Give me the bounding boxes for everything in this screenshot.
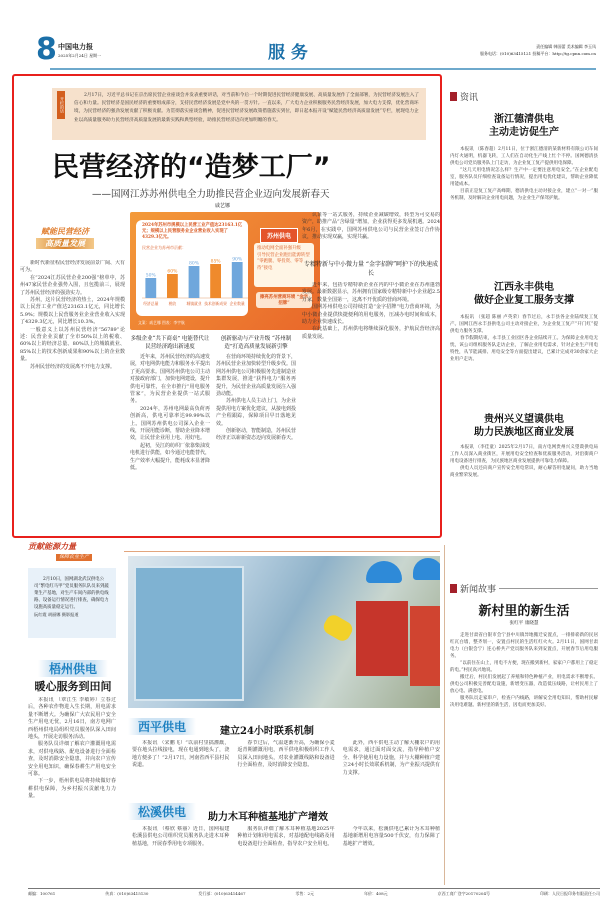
paragraph: 苏州民营经济的发展离不开电力支撑。 bbox=[30, 363, 116, 370]
section-icon bbox=[450, 92, 457, 101]
worker-vest bbox=[410, 606, 440, 686]
multimeter bbox=[321, 612, 355, 643]
paragraph: 一般意义上以苏州民营经济“56789”论述：民营企业贡献了全市50%以上的税收、60%以上的经济总量、80%以上的城镇就业、85%以上的技术创新成果和90%以上的企业数量。 bbox=[20, 326, 125, 363]
headline-line: 主动走访促生产 bbox=[489, 127, 559, 138]
chart-title: 民营企业为苏州市贡献： bbox=[142, 245, 186, 250]
headline-line: 做好企业复工服务支撑 bbox=[474, 295, 574, 306]
paragraph: 本报讯 （蔡欣 蔡丽）近日，国网福建松溪县供电公司组织党员服务队走进木耳种植基地，开展春季用电专项服务。 bbox=[132, 826, 230, 847]
paragraph: “以前住在山上，用电不方便，现在搬到新村，家家户户都用上了稳定的电。”村民高兴地说。 bbox=[450, 661, 598, 673]
section-rule bbox=[499, 588, 598, 589]
article-column-2 bbox=[130, 335, 210, 530]
infographic-credit: 文案：戚艺娜 图表：李宇航 bbox=[138, 320, 185, 325]
column-logo bbox=[30, 226, 100, 250]
tag-xiping: 西平供电 bbox=[128, 718, 196, 735]
paragraph: 国网苏州供电公司持续打造“金字招牌”电力营商环境，为中小微企业提供快捷便利的用电服务，压减办电时间和成本，助力企业快速成长。 bbox=[302, 304, 440, 326]
headline-story: 新村里的新生活 bbox=[478, 604, 570, 619]
category-label: 税收 bbox=[168, 301, 177, 306]
worker-helmet bbox=[366, 561, 402, 583]
paragraph: 供电人员还向商户宣传安全用电常识，耐心解答用电疑问，助力当地商业繁荣发展。 bbox=[450, 466, 598, 478]
bar bbox=[210, 264, 221, 298]
article-deqing bbox=[450, 146, 598, 264]
paragraph: 苏州，这片民营经济的热土，2024年规模以上民营工业产值达23163.1亿元，同比增长5.9%；规模以上民营服务业企业营业收入实现了4329.3亿元，同比增长10.3%。 bbox=[20, 297, 125, 326]
paragraph: 本报讯 （陈春超）2月11日，位于浙江德清的某新材料有限公司车间内灯火通明，机器飞转，工人们在自动化生产线上忙个不停。国网德清县供电公司党员服务队上门走访，为企业复工复产提供用电保障。 bbox=[450, 147, 598, 166]
paragraph: 本报讯 （张超 陈丽 卢英荣）春节过后，永丰县各企业陆续复工复产。国网江西永丰县供电公司主动对接企业，为企业复工复产“开门红”提供电力服务支撑。 bbox=[450, 315, 598, 334]
date: 2025年2月24日 bbox=[58, 53, 88, 58]
section-news bbox=[450, 90, 478, 103]
photo-caption: 2月10日，国网湖北武汉供电公司“繁电红马甲”党员服务队队员来到蔬菜生产基地，对生产车间内部的供电线路、设备运行情况进行排查，确保电力设施高质量稳定运行。 bbox=[34, 577, 109, 610]
banner-rule bbox=[124, 551, 440, 552]
bullet-item: 引导民营企业跑出能源转型 bbox=[257, 252, 310, 258]
headline-line: 江西永丰供电 bbox=[494, 282, 554, 293]
paragraph: 今年以来，松溪供电已累计为木耳种植基地新增用电容量500千伏安，有力保障了基地扩产增效。 bbox=[342, 826, 440, 847]
article-column-3 bbox=[216, 335, 296, 530]
section-label: 资讯 bbox=[460, 93, 479, 103]
data-label: 60% bbox=[167, 269, 178, 275]
paragraph: 服务队员详细了解农户灌溉用电需求，对供电线路、配电设备进行全面检查，及时消除安全隐患，并向农户宣传安全用电知识，确保春耕生产用电安全可靠。 bbox=[28, 741, 116, 778]
headline-wuzhou: 暖心服务到田间 bbox=[34, 680, 112, 693]
intro-box bbox=[52, 88, 426, 140]
badge-supply: 苏州供电 bbox=[260, 228, 298, 243]
headline-deqing bbox=[450, 113, 598, 139]
article-column-5 bbox=[302, 282, 440, 532]
paragraph: 近年来，苏州民营经济的高速发展，对电网供电能力和服务水平提出了更高要求。国网苏州供电公司主动对接政府部门，加快电网建设，提升供电可靠性，在全市推行“用电服务管家”，为民营企业提供一站式服务。 bbox=[130, 354, 210, 405]
headline-line: 浙江德清供电 bbox=[494, 114, 554, 125]
news-photo bbox=[128, 556, 440, 708]
paragraph: 起初，吴江的纺织厂依靠柴油发电机进行供能，如今通过电能替代，生产效率大幅提升，能耗成本显著降低。 bbox=[130, 442, 210, 472]
headline-line: 助力民族地区商业发展 bbox=[474, 427, 574, 438]
headline: 民营经济的“造梦工厂” bbox=[52, 152, 331, 183]
paragraph: 下一步，梧州供电局将持续做好春耕供电保障，为乡村振兴贡献电力力量。 bbox=[28, 778, 116, 800]
category-label: 企业数量 bbox=[229, 301, 245, 306]
phone: 服务电话：(010)63415121 bbox=[480, 51, 532, 56]
infographic bbox=[130, 212, 320, 330]
paragraph: 服务队员走家串户，检查户内线路，讲解安全用电知识，帮助村民解决用电难题。新村里的新生活，因电而更加美好。 bbox=[450, 696, 598, 708]
bar bbox=[145, 278, 156, 298]
photo-credit: 阮红霞 胡丽娜 摄影报道 bbox=[34, 612, 79, 617]
bar bbox=[167, 274, 178, 298]
paragraph: 春节过后，气温逐渐升高，为确保小麦返青期灌溉用电，西平供电积极组织工作人员深入田间地头，对农业灌溉线路和设备进行全面检查，及时消除安全隐患。 bbox=[237, 740, 335, 769]
data-label: 50% bbox=[145, 273, 156, 279]
paragraph: “这几天用电情况怎么样？生产中一定要注意用电安全。”在企业配电室，服务队员仔细检查设备运行情况，提出用电优化建议，帮助企业降低用能成本。 bbox=[450, 168, 598, 187]
article-story bbox=[450, 632, 598, 884]
platform: 投稿平台：http://tg.cpnn.com.cn bbox=[532, 51, 596, 56]
paragraph: 在营商环境持续优化的背景下，苏州民营企业加快转型升级步伐。国网苏州供电公司积极服务先进制造业集群发展，推进“获得电力”服务再提升，为民营企业高质量发展注入强劲动能。 bbox=[216, 354, 296, 398]
paragraph: 走进甘肃省白银市会宁县中川镇异地搬迁安置点，一排排崭新的民居红瓦白墙，整齐划一，安置点村民的生活红红火火。2月11日，国网甘肃电力（白银会宁）连心桥共产党员服务队来到安置点，开展春节后用电服务。 bbox=[450, 633, 598, 659]
paragraph: 2024年，苏州电网最高负荷再创新高，供电可靠率达99.99%以上。国网苏州供电公司深入企业一线，开展用能诊断，帮助企业降本增效，让民营企业用上电、用好电。 bbox=[130, 405, 210, 442]
subhead-3: 专精特新与中小微力量 “金字招牌”呵护下的快速成长 bbox=[303, 261, 439, 277]
byline: 戚艺娜 bbox=[215, 203, 231, 209]
section-icon bbox=[450, 584, 457, 593]
category-label: 城镇就业 bbox=[186, 301, 202, 306]
paragraph: 此外，西平供电主动了解大棚农户的用电需求，通过面对面交流，指导种植户安全、科学使用电力设施，并与大棚种植户建立24小时长效联系机制，为产业振兴提供有力支撑。 bbox=[342, 740, 440, 776]
paragraph: 搬迁后，村民们发展起了养殖和特色种植产业，用电需求不断增长。供电公司积极完善配电设施，新增变压器，改造低压线路，让村民用上了放心电、满意电。 bbox=[450, 675, 598, 694]
footer-item: 年价：408元 bbox=[364, 891, 388, 896]
paragraph: 春节假期结束，永丰县工业园区各企业陆续开工。为保障企业用电无忧，该公司组织服务队走访企业，了解企业用电需求，针对企业生产用电特性，从节能减排、用电安全等方面提出建议，已累计完成对30余家大企业用户走访。 bbox=[450, 336, 598, 362]
paragraph: 在“2024江苏民营企业200强”榜单中，苏州47家民营企业强势入围，且包揽前三，展现了苏州民营经济的强劲实力。 bbox=[20, 274, 125, 296]
paragraph: 本报讯 （覃江生 李敏婷）立春过后，各种农作物进入生长期，用电需求量不断增大。为确保广大农民用户安全生产用电无忧，2月16日，南方电网广西梧州供电局组织党员服务队深入田间地头，开展走访服务活动。 bbox=[28, 697, 116, 741]
data-label: 90% bbox=[232, 257, 243, 263]
electrical-cabinet bbox=[134, 566, 244, 701]
article-column-1 bbox=[20, 260, 125, 535]
paragraph: 认证等一站式服务，持续企业减碳增效，转型为可交易的资产，助推产品“含绿量”增加，企业获得更多发展机遇。2024年6月，在实践中，国网苏州供电公司与民营企业签订合作协议，推动实现双赢，实现共赢。 bbox=[302, 212, 440, 241]
article-songxi bbox=[132, 826, 440, 878]
editors: 责任编辑 韩国蕾 美术编辑 李玉凤 bbox=[536, 44, 596, 49]
tag-songxi: 松溪供电 bbox=[128, 803, 196, 820]
paragraph: 本报讯 （宋鹏飞）“以前村里搞灌溉，要在地头拉线接电，现在电通到地头了，浇地方便多了！”2月17日，河南省西平县村民说道。 bbox=[132, 740, 230, 769]
banner-line2: 保障农业生产 bbox=[56, 554, 92, 561]
footer-item: 印刷：人民日报印务有限责任公司 bbox=[539, 891, 600, 896]
worker-vest bbox=[356, 601, 408, 676]
section-label: 新闻故事 bbox=[460, 585, 497, 595]
bullet-item: “零跑腿、零投资、零等待”接电 bbox=[257, 259, 304, 271]
subhead-1: 多级企业“共下商桌” 电能替代让民营经济跑出新速度 bbox=[130, 336, 210, 350]
weekday: 星期一 bbox=[89, 53, 102, 58]
data-label: 80% bbox=[188, 261, 200, 267]
bar bbox=[189, 266, 200, 298]
logo-line1: 赋能民营经济 bbox=[41, 227, 89, 236]
intro-text: 2月17日，习近平总书记在京出席民营企业座谈会并发表重要讲话，对当前和今后一个时期促进民营经济健康发展、高质量发展作了全面部署，为民营经济发展注入了信心和力量。民营经济是国民经济的重要组成部分，支持民营经济发展是党中央的一贯方针。一直以来，广大电力企业积极服务民营经济发展，加大电力支撑，优化营商环境，为民营经济的强劲发展贡献了积极贡献。为贯彻落实座谈会精神，促进民营经济发展政策措施落实到位，即日起本报开设“赋能民营经济高质量发展”专栏，展现电力企业以高质量服务助力民营经济高质量发展的最新实践和典型经验，助推民营经济迈向更加明媚的春天。 bbox=[74, 93, 419, 123]
headline-line: 贵州兴义望谟供电 bbox=[484, 414, 564, 425]
footer-item: 零售：2元 bbox=[295, 891, 315, 896]
headline-songxi: 助力木耳种植基地扩产增效 bbox=[208, 812, 328, 823]
headline-xiping: 建立24小时联系机制 bbox=[220, 726, 314, 737]
banner-line1: 贡献能源力量 bbox=[28, 542, 76, 551]
masthead-rule bbox=[50, 68, 596, 70]
article-yongfeng bbox=[450, 314, 598, 404]
bullet-item: 推动电网全面补强升级 bbox=[257, 246, 301, 251]
issue-date bbox=[58, 53, 101, 59]
paragraph: 苏州供电人员主动上门，为企业提供用电方案优化建议，从接电到投产全程跟踪，保障项目早日落地见效。 bbox=[216, 398, 296, 427]
paper-name: 中国电力报 bbox=[58, 42, 93, 51]
column-tag: 开栏的话 bbox=[57, 91, 65, 119]
paragraph: 近年来，包括专精特新企业在内的中小微企业在苏州蓬勃发展。最新数据显示，苏州拥有国家级专精特新中小企业超2.5万家，数量全国第一，这离不开优质的营商环境。 bbox=[302, 282, 440, 303]
masthead bbox=[36, 32, 596, 70]
headline-yongfeng bbox=[450, 281, 598, 307]
subhead-2: 创新驱动与产业升级 “苏州制造”打造高质量发展新引擎 bbox=[220, 336, 292, 350]
category-label: 技术创新成果 bbox=[204, 301, 227, 306]
contribution-bar-chart bbox=[140, 250, 248, 312]
paragraph: 目前正是复工复产高峰期，德清供电主动对接企业，建立“一对一”服务机制，及时解决企业用电问题，为企业生产保驾护航。 bbox=[450, 189, 598, 201]
headline-wangmo bbox=[450, 413, 598, 439]
contact bbox=[480, 51, 596, 57]
infographic-headline: 2024年苏州市规模以上民营工业产值达23163.1亿元；规模以上民营服务业企业营业收入实现了4329.3亿元。 bbox=[142, 223, 243, 240]
section-story bbox=[450, 582, 598, 595]
category-label: 经济总量 bbox=[143, 301, 159, 306]
article-column-4 bbox=[302, 212, 440, 257]
paragraph: 在此基础上，苏州供电将继续深化服务，护航民营经济高质量发展。 bbox=[302, 326, 440, 340]
footer-item: 京西工商广登字20170204号 bbox=[437, 891, 490, 896]
column-divider bbox=[444, 545, 445, 885]
section-title: 服 务 bbox=[268, 43, 308, 63]
bar bbox=[232, 262, 243, 298]
logo-line2: 高质量发展 bbox=[36, 238, 94, 249]
photo-caption-box bbox=[28, 568, 116, 638]
article-wangmo bbox=[450, 444, 598, 554]
byline-story: 张红平 康晓慧 bbox=[509, 621, 539, 626]
article-xiping bbox=[132, 740, 440, 795]
worker-helmet bbox=[413, 558, 440, 580]
article-wuzhou bbox=[28, 697, 116, 912]
subheadline: ——国网江苏苏州供电全力助推民营企业迈向发展新春天 bbox=[92, 189, 330, 200]
footer bbox=[28, 888, 600, 897]
tag-wuzhou: 梧州供电 bbox=[38, 660, 108, 677]
footer-box: 擦亮苏州营商环境 “金字招牌” bbox=[256, 292, 312, 308]
page-number: 8 bbox=[36, 32, 57, 67]
footer-item: 传真：(010)63415130 bbox=[105, 891, 149, 896]
paragraph: 服务队详细了解木耳种植基地2025年种植计划和用电需求，对基地配电线路及用电设备进行全面检查，指导农户安全用电。 bbox=[237, 826, 335, 847]
paragraph: 创新驱动，智能制造，苏州民营经济正以崭新姿态迈向发展新春天。 bbox=[216, 428, 296, 442]
paragraph: 本报讯 （李佳童）2025年2月17日，南方电网贵州兴义望谟供电局工作人员深入商业街区，开展用电安全检查和优质服务活动，对沿街商户用电设备进行排查，为民族地区商业发展提供可靠电力保障。 bbox=[450, 445, 598, 464]
paragraph: 新时代新征程民营经济发展前景广阔、大有可为。 bbox=[20, 260, 125, 274]
data-label: 85% bbox=[210, 259, 221, 265]
footer-item: 发行部：(010)63414467 bbox=[198, 891, 246, 896]
footer-item: 邮编：100761 bbox=[28, 891, 56, 896]
